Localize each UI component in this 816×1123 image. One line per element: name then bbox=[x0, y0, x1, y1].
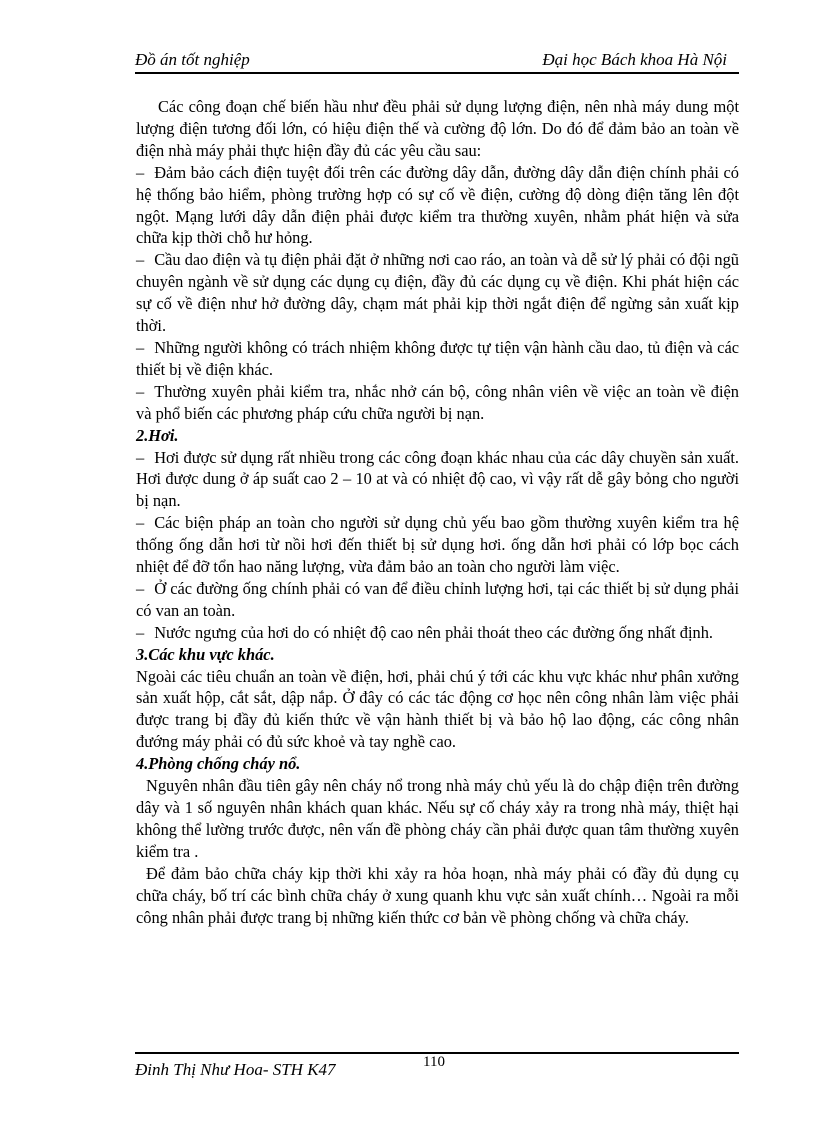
steam-bullet-1: – Hơi được sử dụng rất nhiều trong các công đoạn khác nhau của các dây chuyền sản xuất. Hơi được dung ở áp suất cao 2 – 10 at và có nhiệt độ cao, vì vậy rất dễ gây bỏng cho người bị nạn. bbox=[136, 447, 739, 513]
fire-paragraph-2: Để đảm bảo chữa cháy kịp thời khi xảy ra hỏa hoạn, nhà máy phải có đầy đủ dụng cụ chữa cháy, bố trí các bình chữa cháy ở xung quanh khu vực sản xuất chính… Ngoài ra mỗi công nhân phải được trang bị những kiến thức cơ bản về phòng chống và chữa cháy. bbox=[136, 863, 739, 927]
heading-fire-prevention: 4.Phòng chống cháy nổ. bbox=[136, 754, 301, 774]
steam-bullet-2: – Các biện pháp an toàn cho người sử dụng chủ yếu bao gồm thường xuyên kiểm tra hệ thống ống dẫn hơi từ nồi hơi đến thiết bị sử dụng hơi. ống dẫn hơi phải có lớp bọc cách nhiệt để đỡ tổn hao năng lượng, vừa đảm bảo an toàn cho người làm việc. bbox=[136, 512, 739, 578]
steam-bullet-4: – Nước ngưng của hơi do có nhiệt độ cao nên phải thoát theo các đường ống nhất định. bbox=[136, 622, 739, 644]
fire-paragraph-1: Nguyên nhân đầu tiên gây nên cháy nổ trong nhà máy chủ yếu là do chập điện trên đường dây và 1 số nguyên nhân khách quan khác. Nếu sự cố cháy xảy ra trong nhà máy, thiệt hại không thể lường trước được, nên vấn đề phòng cháy cần phải được quan tâm thường xuyên kiểm tra . bbox=[136, 776, 739, 861]
heading-steam: 2.Hơi. bbox=[136, 425, 179, 445]
other-areas-paragraph: Ngoài các tiêu chuẩn an toàn về điện, hơi, phải chú ý tới các khu vực khác như phân xưởng sản xuất hộp, cắt sắt, dập nắp. Ở đây có các tác động cơ học nên công nhân làm việc phải được trang bị đầy đủ kiến thức về vận hành thiết bị và bảo hộ lao động, các công nhân đướng máy phải có đủ sức khoẻ và tay nghề cao. bbox=[136, 666, 739, 752]
electric-bullet-3: – Những người không có trách nhiệm không được tự tiện vận hành cầu dao, tủ điện và các thiết bị về điện khác. bbox=[136, 337, 739, 381]
electric-bullet-2: – Cầu dao điện và tụ điện phải đặt ở những nơi cao ráo, an toàn và dễ sử lý phải có đội ngũ chuyên ngành về sử dụng các dụng cụ điện, đầy đủ các dụng cụ về điện. Khi phát hiện các sự cố về điện như hở đường dây, chạm mát phải kịp thời ngắt điện để ngừng sản xuất kịp thời. bbox=[136, 249, 739, 337]
electric-bullet-1: – Đảm bảo cách điện tuyệt đối trên các đường dây dẫn, đường dây dẫn điện chính phải có hệ thống bảo hiểm, phòng trường hợp có sự cố về điện, cường độ dòng điện tăng lên đột ngột. Mạng lưới dây dẫn điện phải được kiểm tra thường xuyên, nhằm phát hiện và sửa chữa kịp thời chỗ hư hỏng. bbox=[136, 162, 739, 250]
header-university: Đại học Bách khoa Hà Nội bbox=[542, 50, 727, 69]
header-thesis-label: Đồ án tốt nghiệp bbox=[135, 50, 250, 69]
steam-bullet-3: – Ở các đường ống chính phải có van để điều chỉnh lượng hơi, tại các thiết bị sử dụng phải có van an toàn. bbox=[136, 578, 739, 622]
heading-other-areas: 3.Các khu vực khác. bbox=[136, 644, 275, 664]
footer-author: Đinh Thị Như Hoa- STH K47 bbox=[135, 1060, 336, 1079]
electric-bullet-4: – Thường xuyên phải kiểm tra, nhắc nhở cán bộ, công nhân viên về việc an toàn về điện và phổ biến các phương pháp cứu chữa người bị nạn. bbox=[136, 381, 739, 425]
page-footer bbox=[135, 1052, 739, 1079]
page-header bbox=[135, 50, 739, 74]
intro-paragraph: Các công đoạn chế biến hầu như đều phải sử dụng lượng điện, nên nhà máy dung một lượng điện tương đối lớn, có hiệu điện thế và cường độ lớn. Do đó để đảm bảo an toàn về điện nhà máy phải thực hiện đầy đủ các yêu cầu sau: bbox=[136, 97, 739, 160]
page-number: 110 bbox=[423, 1054, 445, 1070]
document-body bbox=[136, 96, 739, 928]
